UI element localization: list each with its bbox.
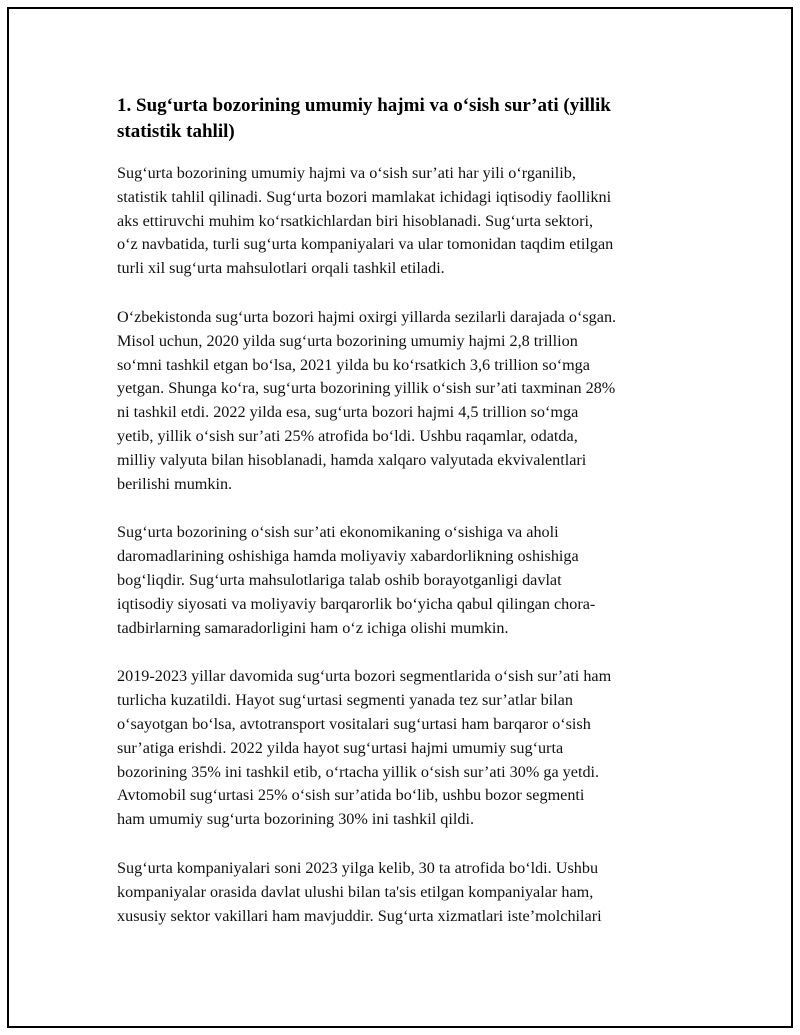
section-heading [117,93,685,145]
text-line: turlicha kuzatildi. Hayot sug‘urtasi segmenti yanada tez sur’atlar bilan [117,691,573,710]
text-line: Sug‘urta bozorining o‘sish sur’ati ekonomikaning o‘sishiga va aholi [117,523,559,542]
text-line: 2019-2023 yillar davomida sug‘urta bozori segmentlarida o‘sish sur’ati ham [117,667,612,686]
text-line: o‘sayotgan bo‘lsa, avtotransport vositalari sug‘urtasi ham barqaror o‘sish [117,714,591,733]
paragraph-1 [117,162,685,281]
document-body [117,93,685,953]
text-line: bozorining 35% ini tashkil etib, o‘rtacha yillik o‘sish sur’ati 30% ga yetdi. [117,762,600,781]
text-line: milliy valyuta bilan hisoblanadi, hamda xalqaro valyutada ekvivalentlari [117,450,587,469]
text-line: statistik tahlil qilinadi. Sug‘urta bozori mamlakat ichidagi iqtisodiy faollikni [117,187,612,206]
text-line: Misol uchun, 2020 yilda sug‘urta bozorining umumiy hajmi 2,8 trillion [117,331,578,350]
heading-line: statistik tahlil) [117,121,235,142]
text-line: so‘mni tashkil etgan bo‘lsa, 2021 yilda bu ko‘rsatkich 3,6 trillion so‘mga [117,355,590,374]
text-line: Avtomobil sug‘urtasi 25% o‘sish sur’atida bo‘lib, ushbu bozor segmenti [117,786,585,805]
text-line: sur’atiga erishdi. 2022 yilda hayot sug‘urtasi hajmi umumiy sug‘urta [117,738,564,757]
text-line: O‘zbekistonda sug‘urta bozori hajmi oxirgi yillarda sezilarli darajada o‘sgan. [117,307,617,326]
paragraph-4 [117,665,685,832]
text-line: tadbirlarning samaradorligini ham o‘z ichiga olishi mumkin. [117,618,509,637]
text-line: Sug‘urta bozorining umumiy hajmi va o‘sish sur’ati har yili o‘rganilib, [117,164,576,182]
paragraph-3 [117,521,685,640]
text-line: yetib, yillik o‘sish sur’ati 25% atrofida bo‘ldi. Ushbu raqamlar, odatda, [117,426,578,445]
text-line: turli xil sug‘urta mahsulotlari orqali tashkil etiladi. [117,259,445,278]
text-line: kompaniyalar orasida davlat ulushi bilan ta'sis etilgan kompaniyalar ham, [117,882,594,901]
text-line: daromadlarining oshishiga hamda moliyaviy xabardorlikning oshishiga [117,547,579,566]
heading-line: 1. Sug‘urta bozorining umumiy hajmi va o‘sish sur’ati (yillik [117,95,611,116]
text-line: ham umumiy sug‘urta bozorining 30% ini tashkil qildi. [117,810,474,829]
text-line: Sug‘urta kompaniyalari soni 2023 yilga kelib, 30 ta atrofida bo‘ldi. Ushbu [117,858,599,877]
text-line: yetgan. Shunga ko‘ra, sug‘urta bozorining yillik o‘sish sur’ati taxminan 28% [117,379,616,398]
paragraph-5 [117,857,685,928]
text-line: bog‘liqdir. Sug‘urta mahsulotlariga talab oshib borayotganligi davlat [117,570,562,589]
text-line: o‘z navbatida, turli sug‘urta kompaniyalari va ular tomonidan taqdim etilgan [117,235,614,254]
text-line: berilishi mumkin. [117,474,233,493]
text-line: ni tashkil etdi. 2022 yilda esa, sug‘urta bozori hajmi 4,5 trillion so‘mga [117,403,579,422]
text-line: xususiy sektor vakillari ham mavjuddir. Sug‘urta xizmatlari iste’molchilari [117,906,602,925]
paragraph-2 [117,306,685,496]
text-line: aks ettiruvchi muhim ko‘rsatkichlardan biri hisoblanadi. Sug‘urta sektori, [117,211,594,230]
text-line: iqtisodiy siyosati va moliyaviy barqarorlik bo‘yicha qabul qilingan chora- [117,594,596,613]
